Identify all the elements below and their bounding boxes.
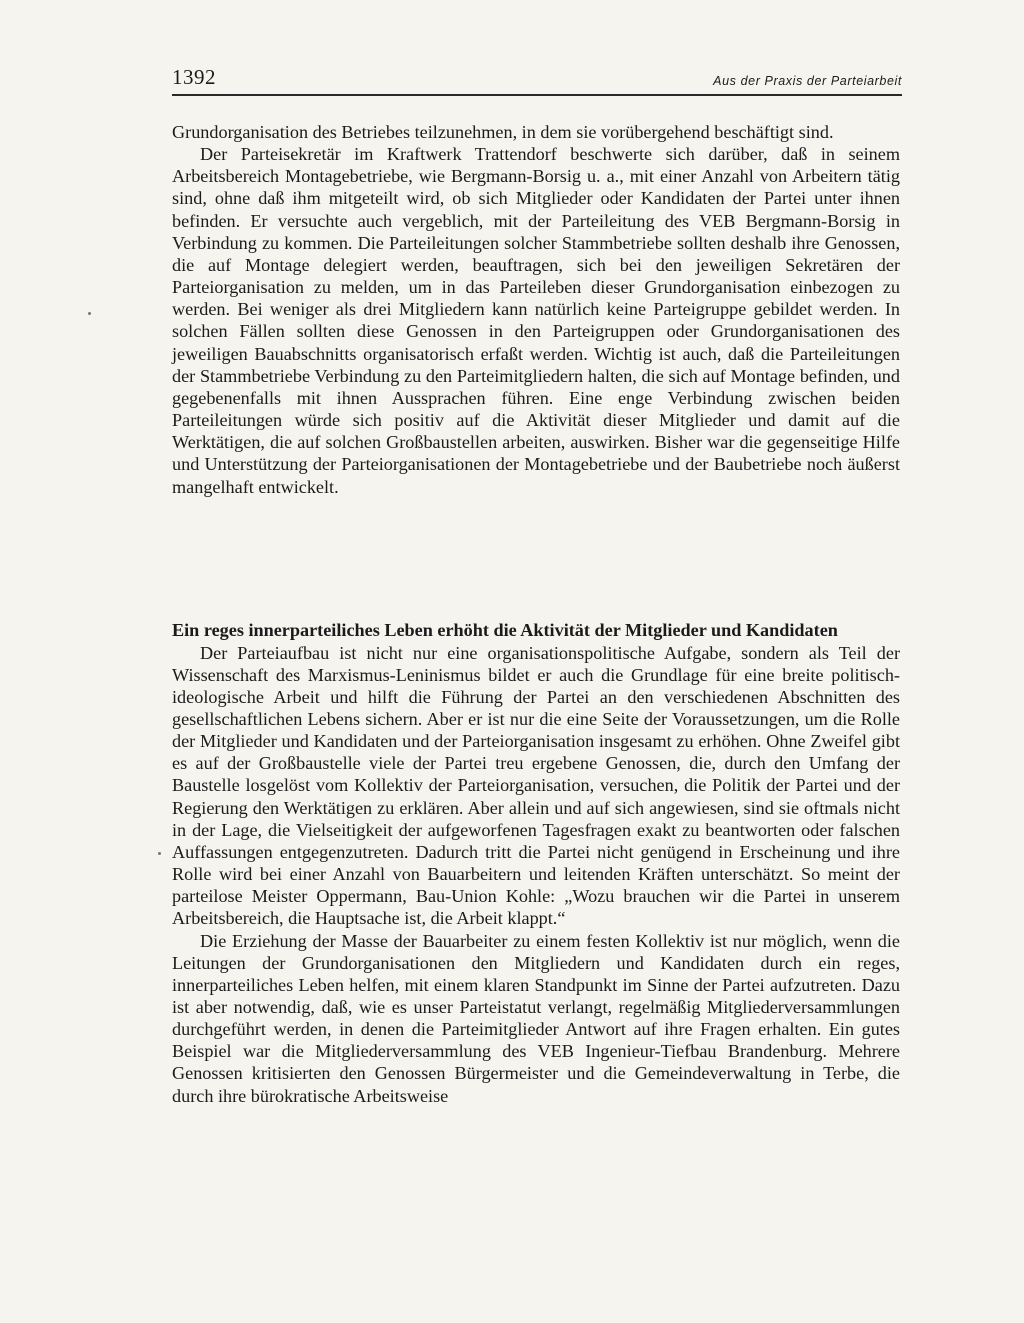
- page-header: [172, 62, 902, 96]
- paragraph: Der Parteiaufbau ist nicht nur eine organisationspolitische Aufgabe, sondern als Teil der Wissenschaft des Marxismus-Leninismus bildet er auch die Grundlage für eine breite politisch-ideologische Arbeit und hilft die Führung der Partei an den verschiedenen Abschnitten des gesellschaftlichen Lebens sichern. Aber er ist nur die eine Seite der Voraussetzungen, um die Rolle der Mitglieder und Kandidaten und der Parteiorganisation insgesamt zu erhöhen. Ohne Zweifel gibt es auf der Großbaustelle viele der Partei treu ergebene Genossen, die, durch den Umfang der Baustelle losgelöst vom Kollektiv der Parteiorganisation, versuchen, die Politik der Partei und der Regierung den Werktätigen zu erklären. Aber allein und auf sich angewiesen, sind sie oftmals nicht in der Lage, die Vielseitigkeit der aufgeworfenen Tagesfragen exakt zu beantworten oder falschen Auffassungen entgegenzutreten. Dadurch tritt die Partei nicht genügend in Erscheinung und ihre Rolle wird bei einer Anzahl von Bauarbeitern und leitenden Kräften unterschätzt. So meint der parteilose Meister Oppermann, Bau-Union Kohle: „Wozu brauchen wir die Partei in unserem Arbeitsbereich, die Hauptsache ist, die Arbeit klappt.“: [172, 642, 900, 929]
- paper-speck: [88, 312, 91, 315]
- section-block: [172, 620, 900, 1107]
- text-block-top: [172, 121, 900, 498]
- paper-speck: [158, 852, 161, 855]
- paragraph-continued: Grundorganisation des Betriebes teilzunehmen, in dem sie vorübergehend beschäftigt sind.: [172, 122, 834, 142]
- paragraph: Der Parteisekretär im Kraftwerk Trattendorf beschwerte sich darüber, daß in seinem Arbeitsbereich Montagebetriebe, wie Bergmann-Borsig u. a., mit einer Anzahl von Arbeitern tätig sind, ohne daß ihm mitgeteilt wird, ob sich Mitglieder oder Kandidaten der Partei unter ihnen befinden. Er versuchte auch vergeblich, mit der Parteileitung des VEB Bergmann-Borsig in Verbindung zu kommen. Die Parteileitungen solcher Stammbetriebe sollten deshalb ihre Genossen, die auf Montage delegiert werden, beauftragen, sich bei den jeweiligen Sekretären der Parteiorganisation zu melden, um in das Parteileben dieser Grundorganisation einbezogen zu werden. Bei weniger als drei Mitgliedern kann natürlich keine Parteigruppe gebildet werden. In solchen Fällen sollten diese Genossen in den Parteigruppen oder Grundorganisationen des jeweiligen Bauabschnitts organisatorisch erfaßt werden. Wichtig ist auch, daß die Parteileitungen der Stammbetriebe Verbindung zu den Parteimitgliedern halten, die sich auf Montage befinden, und gegebenenfalls mit ihnen Aussprachen führen. Eine enge Verbindung zwischen beiden Parteileitungen würde sich positiv auf die Aktivität dieser Mitglieder und damit auf die Werktätigen, die auf solchen Großbaustellen arbeiten, auswirken. Bisher war die gegenseitige Hilfe und Unterstützung der Parteiorganisationen der Montagebetriebe und der Baubetriebe noch äußerst mangelhaft entwickelt.: [172, 144, 900, 497]
- paragraph: Die Erziehung der Masse der Bauarbeiter zu einem festen Kollektiv ist nur möglich, wenn die Leitungen der Grundorganisationen den Mitgliedern und Kandidaten durch ein reges, innerparteiliches Leben helfen, mit einem klaren Standpunkt im Sinne der Partei aufzutreten. Dazu ist aber notwendig, daß, wie es unser Parteistatut verlangt, regelmäßig Mitgliederversammlungen durchgeführt werden, in denen die Parteimitglieder Antwort auf ihre Fragen erhalten. Ein gutes Beispiel war die Mitgliederversammlung des VEB Ingenieur-Tiefbau Brandenburg. Mehrere Genossen kritisierten den Genossen Bürgermeister und die Gemeindeverwaltung in Terbe, die durch ihre bürokratische Arbeitsweise: [172, 930, 900, 1106]
- running-head: Aus der Praxis der Parteiarbeit: [713, 74, 902, 88]
- section-heading: Ein reges innerparteiliches Leben erhöht die Aktivität der Mitglieder und Kandidaten: [172, 620, 838, 640]
- page-number: 1392: [172, 65, 216, 89]
